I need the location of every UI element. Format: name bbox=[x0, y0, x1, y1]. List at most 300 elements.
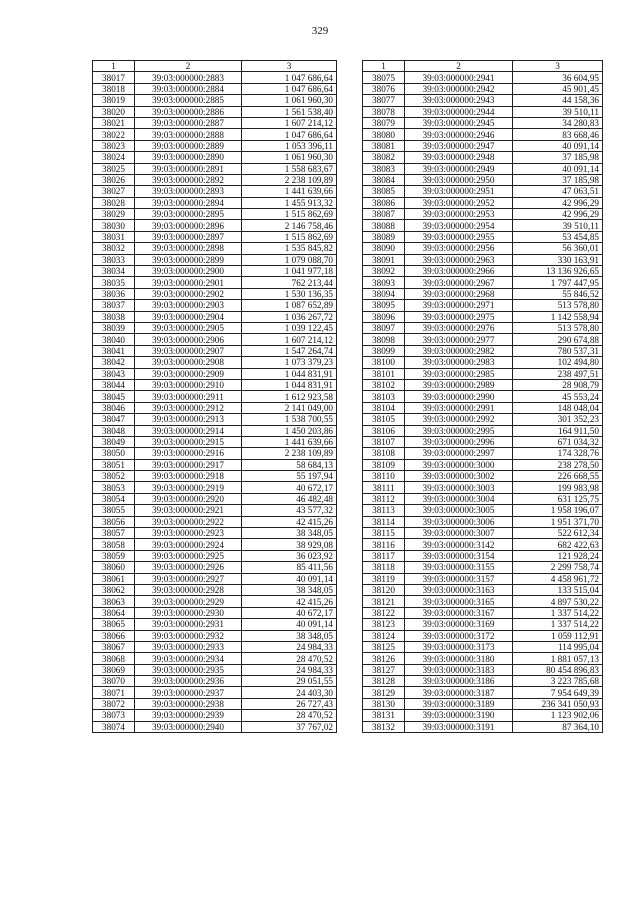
value-cell: 44 158,36 bbox=[513, 95, 603, 106]
cadastral-number-cell: 39:03:000000:2930 bbox=[135, 607, 242, 618]
table-row bbox=[363, 322, 603, 333]
table-row bbox=[363, 596, 603, 607]
value-cell: 1 515 862,69 bbox=[242, 209, 337, 220]
row-number-cell: 38040 bbox=[93, 334, 135, 345]
row-number-cell: 38122 bbox=[363, 607, 405, 618]
table-row bbox=[93, 516, 337, 527]
table-row bbox=[363, 414, 603, 425]
row-number-cell: 38100 bbox=[363, 357, 405, 368]
table-row bbox=[363, 140, 603, 151]
cadastral-number-cell: 39:03:000000:2899 bbox=[135, 254, 242, 265]
row-number-cell: 38027 bbox=[93, 186, 135, 197]
value-cell: 56 360,01 bbox=[513, 243, 603, 254]
table-row bbox=[93, 653, 337, 664]
value-cell: 40 091,14 bbox=[513, 140, 603, 151]
cadastral-number-cell: 39:03:000000:3165 bbox=[405, 596, 513, 607]
row-number-cell: 38098 bbox=[363, 334, 405, 345]
value-cell: 1 538 700,55 bbox=[242, 414, 337, 425]
cadastral-number-cell: 39:03:000000:2902 bbox=[135, 288, 242, 299]
table-row bbox=[363, 516, 603, 527]
table-row bbox=[93, 550, 337, 561]
cadastral-number-cell: 39:03:000000:2911 bbox=[135, 391, 242, 402]
column-header: 3 bbox=[242, 61, 337, 72]
cadastral-number-cell: 39:03:000000:2990 bbox=[405, 391, 513, 402]
table-row bbox=[363, 471, 603, 482]
value-cell: 39 510,11 bbox=[513, 106, 603, 117]
table-row bbox=[363, 83, 603, 94]
value-cell: 1 535 845,82 bbox=[242, 243, 337, 254]
table-row bbox=[363, 391, 603, 402]
row-number-cell: 38088 bbox=[363, 220, 405, 231]
cadastral-number-cell: 39:03:000000:2944 bbox=[405, 106, 513, 117]
row-number-cell: 38052 bbox=[93, 471, 135, 482]
value-cell: 164 911,50 bbox=[513, 425, 603, 436]
cadastral-number-cell: 39:03:000000:3157 bbox=[405, 573, 513, 584]
cadastral-number-cell: 39:03:000000:2929 bbox=[135, 596, 242, 607]
row-number-cell: 38092 bbox=[363, 266, 405, 277]
table-row bbox=[93, 539, 337, 550]
table-row bbox=[93, 129, 337, 140]
cadastral-number-cell: 39:03:000000:2927 bbox=[135, 573, 242, 584]
value-cell: 36 023,92 bbox=[242, 550, 337, 561]
cadastral-number-cell: 39:03:000000:2938 bbox=[135, 698, 242, 709]
value-cell: 133 515,04 bbox=[513, 584, 603, 595]
value-cell: 121 928,24 bbox=[513, 550, 603, 561]
cadastral-number-cell: 39:03:000000:2931 bbox=[135, 619, 242, 630]
table-row bbox=[93, 630, 337, 641]
cadastral-number-cell: 39:03:000000:3187 bbox=[405, 687, 513, 698]
value-cell: 38 929,08 bbox=[242, 539, 337, 550]
table-row bbox=[93, 106, 337, 117]
cadastral-number-cell: 39:03:000000:2967 bbox=[405, 277, 513, 288]
row-number-cell: 38024 bbox=[93, 152, 135, 163]
row-number-cell: 38068 bbox=[93, 653, 135, 664]
table-row bbox=[363, 528, 603, 539]
cadastral-number-cell: 39:03:000000:2936 bbox=[135, 676, 242, 687]
table-row bbox=[363, 402, 603, 413]
table-row bbox=[363, 277, 603, 288]
cadastral-number-cell: 39:03:000000:2893 bbox=[135, 186, 242, 197]
value-cell: 199 983,98 bbox=[513, 482, 603, 493]
row-number-cell: 38049 bbox=[93, 436, 135, 447]
table-row bbox=[93, 152, 337, 163]
value-cell: 238 497,51 bbox=[513, 368, 603, 379]
row-number-cell: 38060 bbox=[93, 562, 135, 573]
cadastral-number-cell: 39:03:000000:2946 bbox=[405, 129, 513, 140]
row-number-cell: 38075 bbox=[363, 72, 405, 83]
value-cell: 1 450 203,86 bbox=[242, 425, 337, 436]
value-cell: 34 280,83 bbox=[513, 117, 603, 128]
row-number-cell: 38080 bbox=[363, 129, 405, 140]
table-row bbox=[363, 493, 603, 504]
left-table bbox=[92, 60, 337, 733]
row-number-cell: 38022 bbox=[93, 129, 135, 140]
table-row bbox=[363, 72, 603, 83]
value-cell: 42 415,26 bbox=[242, 596, 337, 607]
value-cell: 28 470,52 bbox=[242, 653, 337, 664]
row-number-cell: 38066 bbox=[93, 630, 135, 641]
value-cell: 37 185,98 bbox=[513, 174, 603, 185]
table-row bbox=[93, 402, 337, 413]
value-cell: 36 604,95 bbox=[513, 72, 603, 83]
value-cell: 1 087 652,89 bbox=[242, 300, 337, 311]
value-cell: 85 411,56 bbox=[242, 562, 337, 573]
value-cell: 39 510,11 bbox=[513, 220, 603, 231]
cadastral-number-cell: 39:03:000000:2922 bbox=[135, 516, 242, 527]
cadastral-number-cell: 39:03:000000:3154 bbox=[405, 550, 513, 561]
cadastral-number-cell: 39:03:000000:2992 bbox=[405, 414, 513, 425]
row-number-cell: 38034 bbox=[93, 266, 135, 277]
value-cell: 4 897 530,22 bbox=[513, 596, 603, 607]
row-number-cell: 38117 bbox=[363, 550, 405, 561]
value-cell: 1 047 686,64 bbox=[242, 129, 337, 140]
row-number-cell: 38050 bbox=[93, 448, 135, 459]
value-cell: 671 034,32 bbox=[513, 436, 603, 447]
value-cell: 1 558 683,67 bbox=[242, 163, 337, 174]
cadastral-number-cell: 39:03:000000:3173 bbox=[405, 641, 513, 652]
column-header: 3 bbox=[513, 61, 603, 72]
row-number-cell: 38047 bbox=[93, 414, 135, 425]
row-number-cell: 38087 bbox=[363, 209, 405, 220]
cadastral-number-cell: 39:03:000000:3004 bbox=[405, 493, 513, 504]
cadastral-number-cell: 39:03:000000:2966 bbox=[405, 266, 513, 277]
table-row bbox=[93, 493, 337, 504]
cadastral-number-cell: 39:03:000000:2996 bbox=[405, 436, 513, 447]
value-cell: 13 136 926,65 bbox=[513, 266, 603, 277]
table-row bbox=[363, 288, 603, 299]
table-row bbox=[363, 539, 603, 550]
row-number-cell: 38031 bbox=[93, 231, 135, 242]
value-cell: 1 612 923,58 bbox=[242, 391, 337, 402]
cadastral-number-cell: 39:03:000000:2982 bbox=[405, 345, 513, 356]
table-row bbox=[93, 95, 337, 106]
cadastral-number-cell: 39:03:000000:2963 bbox=[405, 254, 513, 265]
value-cell: 2 146 758,46 bbox=[242, 220, 337, 231]
row-number-cell: 38116 bbox=[363, 539, 405, 550]
value-cell: 40 091,14 bbox=[513, 163, 603, 174]
value-cell: 1 059 112,91 bbox=[513, 630, 603, 641]
value-cell: 7 954 649,39 bbox=[513, 687, 603, 698]
table-row bbox=[93, 231, 337, 242]
row-number-cell: 38103 bbox=[363, 391, 405, 402]
value-cell: 53 454,85 bbox=[513, 231, 603, 242]
value-cell: 37 185,98 bbox=[513, 152, 603, 163]
table-row bbox=[93, 459, 337, 470]
row-number-cell: 38042 bbox=[93, 357, 135, 368]
value-cell: 2 238 109,89 bbox=[242, 174, 337, 185]
value-cell: 37 767,02 bbox=[242, 721, 337, 732]
value-cell: 40 672,17 bbox=[242, 482, 337, 493]
value-cell: 38 348,05 bbox=[242, 528, 337, 539]
row-number-cell: 38072 bbox=[93, 698, 135, 709]
cadastral-number-cell: 39:03:000000:2971 bbox=[405, 300, 513, 311]
value-cell: 4 458 961,72 bbox=[513, 573, 603, 584]
table-row bbox=[363, 368, 603, 379]
cadastral-number-cell: 39:03:000000:3155 bbox=[405, 562, 513, 573]
value-cell: 1 797 447,95 bbox=[513, 277, 603, 288]
table-row bbox=[93, 254, 337, 265]
row-number-cell: 38044 bbox=[93, 379, 135, 390]
row-number-cell: 38025 bbox=[93, 163, 135, 174]
row-number-cell: 38017 bbox=[93, 72, 135, 83]
table-row bbox=[93, 471, 337, 482]
cadastral-number-cell: 39:03:000000:3190 bbox=[405, 710, 513, 721]
right-table bbox=[362, 60, 603, 733]
row-number-cell: 38018 bbox=[93, 83, 135, 94]
cadastral-number-cell: 39:03:000000:2905 bbox=[135, 322, 242, 333]
value-cell: 513 578,80 bbox=[513, 322, 603, 333]
table-row bbox=[93, 698, 337, 709]
table-row bbox=[93, 209, 337, 220]
row-number-cell: 38058 bbox=[93, 539, 135, 550]
cadastral-number-cell: 39:03:000000:2923 bbox=[135, 528, 242, 539]
table-row bbox=[93, 641, 337, 652]
table-row bbox=[93, 83, 337, 94]
table-row bbox=[363, 117, 603, 128]
table-row bbox=[93, 322, 337, 333]
value-cell: 80 454 896,83 bbox=[513, 664, 603, 675]
table-row bbox=[363, 186, 603, 197]
value-cell: 1 607 214,12 bbox=[242, 117, 337, 128]
cadastral-number-cell: 39:03:000000:2925 bbox=[135, 550, 242, 561]
table-row bbox=[93, 357, 337, 368]
cadastral-number-cell: 39:03:000000:2910 bbox=[135, 379, 242, 390]
row-number-cell: 38071 bbox=[93, 687, 135, 698]
value-cell: 28 470,52 bbox=[242, 710, 337, 721]
table-row bbox=[93, 243, 337, 254]
page-number: 329 bbox=[311, 25, 329, 37]
value-cell: 1 530 136,35 bbox=[242, 288, 337, 299]
value-cell: 1 073 379,23 bbox=[242, 357, 337, 368]
row-number-cell: 38062 bbox=[93, 584, 135, 595]
table-row bbox=[93, 140, 337, 151]
cadastral-number-cell: 39:03:000000:2935 bbox=[135, 664, 242, 675]
cadastral-number-cell: 39:03:000000:2885 bbox=[135, 95, 242, 106]
row-number-cell: 38020 bbox=[93, 106, 135, 117]
row-number-cell: 38126 bbox=[363, 653, 405, 664]
row-number-cell: 38056 bbox=[93, 516, 135, 527]
table-row bbox=[93, 72, 337, 83]
cadastral-number-cell: 39:03:000000:2942 bbox=[405, 83, 513, 94]
value-cell: 42 996,29 bbox=[513, 209, 603, 220]
cadastral-number-cell: 39:03:000000:2896 bbox=[135, 220, 242, 231]
row-number-cell: 38078 bbox=[363, 106, 405, 117]
table-row bbox=[93, 379, 337, 390]
row-number-cell: 38097 bbox=[363, 322, 405, 333]
table-row bbox=[363, 584, 603, 595]
table-row bbox=[93, 687, 337, 698]
cadastral-number-cell: 39:03:000000:2948 bbox=[405, 152, 513, 163]
cadastral-number-cell: 39:03:000000:2949 bbox=[405, 163, 513, 174]
cadastral-number-cell: 39:03:000000:3005 bbox=[405, 505, 513, 516]
value-cell: 45 901,45 bbox=[513, 83, 603, 94]
row-number-cell: 38131 bbox=[363, 710, 405, 721]
row-number-cell: 38046 bbox=[93, 402, 135, 413]
table-row bbox=[93, 573, 337, 584]
value-cell: 1 441 639,66 bbox=[242, 186, 337, 197]
cadastral-number-cell: 39:03:000000:2955 bbox=[405, 231, 513, 242]
value-cell: 114 995,04 bbox=[513, 641, 603, 652]
cadastral-number-cell: 39:03:000000:2937 bbox=[135, 687, 242, 698]
table-row bbox=[93, 721, 337, 732]
table-row bbox=[93, 163, 337, 174]
row-number-cell: 38104 bbox=[363, 402, 405, 413]
value-cell: 40 091,14 bbox=[242, 619, 337, 630]
table-row bbox=[363, 163, 603, 174]
table-row bbox=[93, 664, 337, 675]
table-row bbox=[93, 220, 337, 231]
cadastral-number-cell: 39:03:000000:3172 bbox=[405, 630, 513, 641]
value-cell: 1 123 902,06 bbox=[513, 710, 603, 721]
cadastral-number-cell: 39:03:000000:2991 bbox=[405, 402, 513, 413]
value-cell: 301 352,23 bbox=[513, 414, 603, 425]
value-cell: 2 238 109,89 bbox=[242, 448, 337, 459]
row-number-cell: 38063 bbox=[93, 596, 135, 607]
row-number-cell: 38045 bbox=[93, 391, 135, 402]
row-number-cell: 38106 bbox=[363, 425, 405, 436]
cadastral-number-cell: 39:03:000000:2989 bbox=[405, 379, 513, 390]
cadastral-number-cell: 39:03:000000:2976 bbox=[405, 322, 513, 333]
table-row bbox=[363, 436, 603, 447]
row-number-cell: 38038 bbox=[93, 311, 135, 322]
table-row bbox=[363, 129, 603, 140]
table-row bbox=[93, 277, 337, 288]
value-cell: 3 223 785,68 bbox=[513, 676, 603, 687]
row-number-cell: 38035 bbox=[93, 277, 135, 288]
cadastral-number-cell: 39:03:000000:3006 bbox=[405, 516, 513, 527]
cadastral-number-cell: 39:03:000000:2915 bbox=[135, 436, 242, 447]
cadastral-number-cell: 39:03:000000:2943 bbox=[405, 95, 513, 106]
value-cell: 330 163,91 bbox=[513, 254, 603, 265]
row-number-cell: 38099 bbox=[363, 345, 405, 356]
table-row bbox=[363, 311, 603, 322]
row-number-cell: 38107 bbox=[363, 436, 405, 447]
table-row bbox=[363, 573, 603, 584]
table-row bbox=[363, 243, 603, 254]
row-number-cell: 38043 bbox=[93, 368, 135, 379]
row-number-cell: 38120 bbox=[363, 584, 405, 595]
value-cell: 26 727,43 bbox=[242, 698, 337, 709]
cadastral-number-cell: 39:03:000000:2900 bbox=[135, 266, 242, 277]
row-number-cell: 38105 bbox=[363, 414, 405, 425]
value-cell: 1 061 960,30 bbox=[242, 152, 337, 163]
value-cell: 55 197,94 bbox=[242, 471, 337, 482]
row-number-cell: 38028 bbox=[93, 197, 135, 208]
table-row bbox=[93, 596, 337, 607]
row-number-cell: 38129 bbox=[363, 687, 405, 698]
cadastral-number-cell: 39:03:000000:2890 bbox=[135, 152, 242, 163]
row-number-cell: 38081 bbox=[363, 140, 405, 151]
cadastral-number-cell: 39:03:000000:2884 bbox=[135, 83, 242, 94]
table-row bbox=[93, 197, 337, 208]
value-cell: 40 672,17 bbox=[242, 607, 337, 618]
row-number-cell: 38085 bbox=[363, 186, 405, 197]
row-number-cell: 38067 bbox=[93, 641, 135, 652]
table-row bbox=[93, 266, 337, 277]
table-row bbox=[363, 562, 603, 573]
cadastral-number-cell: 39:03:000000:2897 bbox=[135, 231, 242, 242]
row-number-cell: 38054 bbox=[93, 493, 135, 504]
row-number-cell: 38094 bbox=[363, 288, 405, 299]
value-cell: 38 348,05 bbox=[242, 584, 337, 595]
value-cell: 1 951 371,70 bbox=[513, 516, 603, 527]
column-header: 2 bbox=[405, 61, 513, 72]
value-cell: 1 047 686,64 bbox=[242, 83, 337, 94]
cadastral-number-cell: 39:03:000000:2914 bbox=[135, 425, 242, 436]
table-row bbox=[93, 562, 337, 573]
row-number-cell: 38019 bbox=[93, 95, 135, 106]
table-row bbox=[363, 345, 603, 356]
cadastral-number-cell: 39:03:000000:2903 bbox=[135, 300, 242, 311]
row-number-cell: 38032 bbox=[93, 243, 135, 254]
value-cell: 29 051,55 bbox=[242, 676, 337, 687]
value-cell: 513 578,80 bbox=[513, 300, 603, 311]
row-number-cell: 38021 bbox=[93, 117, 135, 128]
cadastral-number-cell: 39:03:000000:2939 bbox=[135, 710, 242, 721]
value-cell: 1 441 639,66 bbox=[242, 436, 337, 447]
row-number-cell: 38029 bbox=[93, 209, 135, 220]
cadastral-number-cell: 39:03:000000:2887 bbox=[135, 117, 242, 128]
value-cell: 1 515 862,69 bbox=[242, 231, 337, 242]
column-header: 2 bbox=[135, 61, 242, 72]
row-number-cell: 38069 bbox=[93, 664, 135, 675]
cadastral-number-cell: 39:03:000000:2933 bbox=[135, 641, 242, 652]
table-row bbox=[93, 676, 337, 687]
cadastral-number-cell: 39:03:000000:2909 bbox=[135, 368, 242, 379]
value-cell: 226 668,55 bbox=[513, 471, 603, 482]
cadastral-number-cell: 39:03:000000:2913 bbox=[135, 414, 242, 425]
row-number-cell: 38070 bbox=[93, 676, 135, 687]
row-number-cell: 38109 bbox=[363, 459, 405, 470]
table-row bbox=[363, 357, 603, 368]
cadastral-number-cell: 39:03:000000:2934 bbox=[135, 653, 242, 664]
row-number-cell: 38110 bbox=[363, 471, 405, 482]
table-row bbox=[93, 710, 337, 721]
row-number-cell: 38033 bbox=[93, 254, 135, 265]
cadastral-number-cell: 39:03:000000:2912 bbox=[135, 402, 242, 413]
row-number-cell: 38077 bbox=[363, 95, 405, 106]
cadastral-number-cell: 39:03:000000:2886 bbox=[135, 106, 242, 117]
cadastral-number-cell: 39:03:000000:2954 bbox=[405, 220, 513, 231]
row-number-cell: 38055 bbox=[93, 505, 135, 516]
row-number-cell: 38076 bbox=[363, 83, 405, 94]
value-cell: 290 674,88 bbox=[513, 334, 603, 345]
row-number-cell: 38112 bbox=[363, 493, 405, 504]
value-cell: 45 553,24 bbox=[513, 391, 603, 402]
table-row bbox=[363, 379, 603, 390]
table-row bbox=[93, 607, 337, 618]
row-number-cell: 38039 bbox=[93, 322, 135, 333]
row-number-cell: 38118 bbox=[363, 562, 405, 573]
table-row bbox=[363, 664, 603, 675]
table-row bbox=[93, 311, 337, 322]
value-cell: 1 044 831,91 bbox=[242, 368, 337, 379]
row-number-cell: 38026 bbox=[93, 174, 135, 185]
value-cell: 58 684,13 bbox=[242, 459, 337, 470]
table-row bbox=[363, 425, 603, 436]
cadastral-number-cell: 39:03:000000:2906 bbox=[135, 334, 242, 345]
value-cell: 42 415,26 bbox=[242, 516, 337, 527]
row-number-cell: 38128 bbox=[363, 676, 405, 687]
table-row bbox=[363, 676, 603, 687]
row-number-cell: 38048 bbox=[93, 425, 135, 436]
row-number-cell: 38091 bbox=[363, 254, 405, 265]
cadastral-number-cell: 39:03:000000:3007 bbox=[405, 528, 513, 539]
row-number-cell: 38061 bbox=[93, 573, 135, 584]
row-number-cell: 38125 bbox=[363, 641, 405, 652]
row-number-cell: 38102 bbox=[363, 379, 405, 390]
cadastral-number-cell: 39:03:000000:2945 bbox=[405, 117, 513, 128]
